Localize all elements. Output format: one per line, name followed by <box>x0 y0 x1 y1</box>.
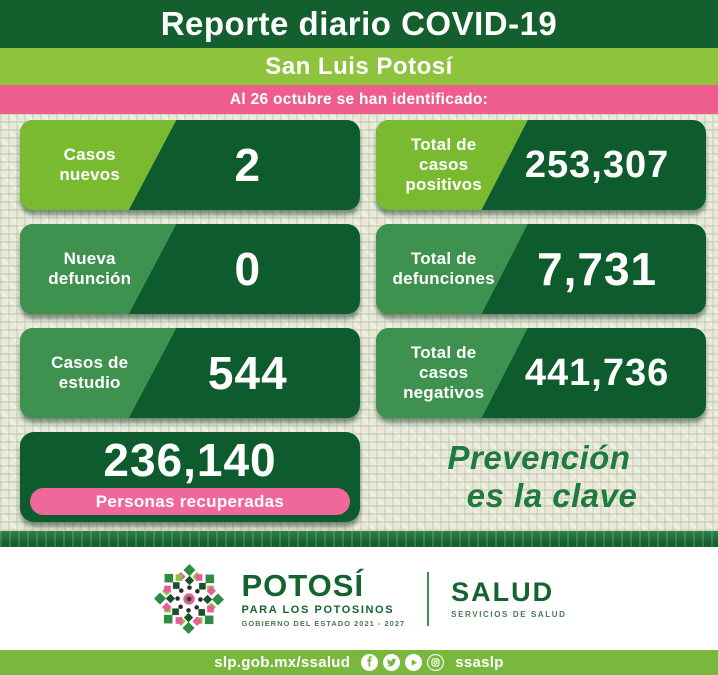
card-nueva-defuncion <box>20 224 360 314</box>
potosi-rosette-emblem <box>151 561 227 637</box>
stat-value: 253,307 <box>524 143 670 186</box>
stat-label: Total de defunciones <box>392 248 495 288</box>
stats-row-4 <box>0 432 718 522</box>
stat-label: Total de casos negativos <box>403 342 485 403</box>
card-total-negativos <box>376 328 706 418</box>
stat-value: 0 <box>234 243 262 295</box>
green-divider-strip <box>0 531 718 547</box>
card-casos-nuevos <box>20 120 360 210</box>
stat-label: Nueva defunción <box>48 248 132 288</box>
logo-divider <box>427 572 429 626</box>
footer-bottom-bar <box>0 650 718 675</box>
stat-value: 7,731 <box>537 243 658 295</box>
date-banner <box>0 85 718 114</box>
prevention-slogan <box>360 432 718 522</box>
stats-row-1 <box>0 120 718 210</box>
youtube-icon <box>405 654 422 671</box>
facebook-icon <box>361 654 378 671</box>
stats-row-3 <box>0 328 718 418</box>
stat-label: Total de casos positivos <box>405 134 482 195</box>
stat-value: 544 <box>207 347 288 399</box>
salud-name: SALUD <box>451 576 555 607</box>
stat-value: 2 <box>234 139 262 191</box>
slogan-line-1: Prevención <box>447 439 631 477</box>
website-url: slp.gob.mx/ssalud <box>214 654 351 671</box>
brand-name: POTOSÍ <box>241 567 365 603</box>
state-name: San Luis Potosí <box>265 52 453 80</box>
brand-tagline: PARA LOS POTOSINOS <box>241 603 395 616</box>
card-casos-estudio <box>20 328 360 418</box>
card-recuperados <box>20 432 360 522</box>
potosi-brand-block <box>241 567 406 628</box>
state-subheader <box>0 48 718 85</box>
twitter-icon <box>383 654 400 671</box>
slogan-line-2: es la clave <box>466 477 638 514</box>
instagram-icon <box>427 654 444 671</box>
stat-label: Casos nuevos <box>59 144 121 184</box>
card-total-defunciones <box>376 224 706 314</box>
salud-brand-block <box>451 576 567 619</box>
stat-label: Casos de estudio <box>51 352 129 392</box>
stats-row-2 <box>0 224 718 314</box>
report-header <box>0 0 718 48</box>
page-title: Reporte diario COVID-19 <box>160 5 558 42</box>
recovered-value: 236,140 <box>103 434 277 486</box>
card-total-positivos <box>376 120 706 210</box>
date-line: Al 26 octubre se han identificado: <box>229 90 489 108</box>
social-handle: ssaslp <box>455 654 504 671</box>
stats-section <box>0 114 718 531</box>
recovered-label-pill: Personas recuperadas <box>30 488 350 515</box>
stat-value: 441,736 <box>524 351 670 394</box>
salud-subtitle: SERVICIOS DE SALUD <box>451 609 567 619</box>
footer-logos <box>0 547 718 650</box>
brand-government-line: GOBIERNO DEL ESTADO 2021 - 2027 <box>241 618 406 628</box>
social-icons <box>361 654 444 671</box>
